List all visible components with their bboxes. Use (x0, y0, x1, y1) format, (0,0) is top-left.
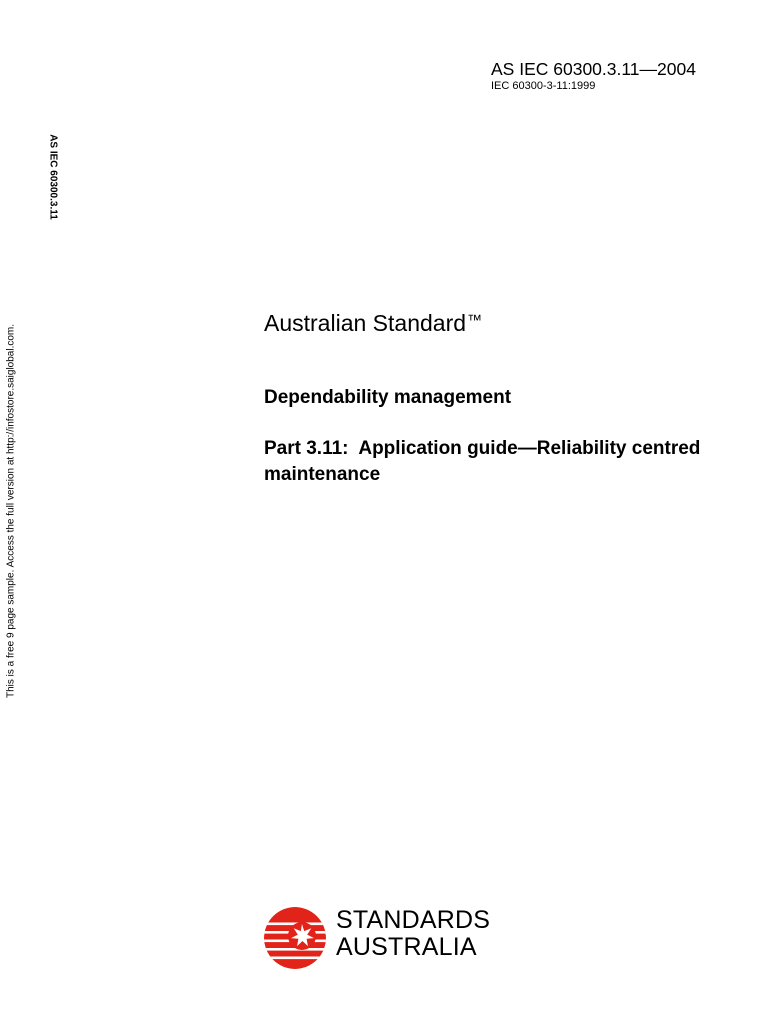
trademark-symbol: ™ (467, 312, 483, 329)
sample-notice (3, 323, 19, 699)
spine-label (45, 129, 61, 225)
logo-line-1: STANDARDS (336, 906, 491, 934)
publisher-name (336, 907, 490, 961)
standard-type-text: Australian Standard (264, 310, 467, 336)
logo-line-2: AUSTRALIA (336, 933, 477, 961)
standard-type (264, 307, 482, 337)
standard-code: AS IEC 60300.3.11—2004 (491, 59, 696, 79)
part-title: Part 3.11: Application guide—Reliability centred maintenance (264, 438, 706, 485)
sample-notice-text: This is a free 9 page sample. Access the full version at http://infostore.saiglobal.com. (5, 323, 17, 699)
subject-heading: Dependability management (264, 387, 512, 408)
iec-reference: IEC 60300-3-11:1999 (491, 80, 596, 92)
spine-label-text: AS IEC 60300.3.11 (47, 134, 59, 220)
standards-australia-logo-icon (263, 906, 327, 970)
